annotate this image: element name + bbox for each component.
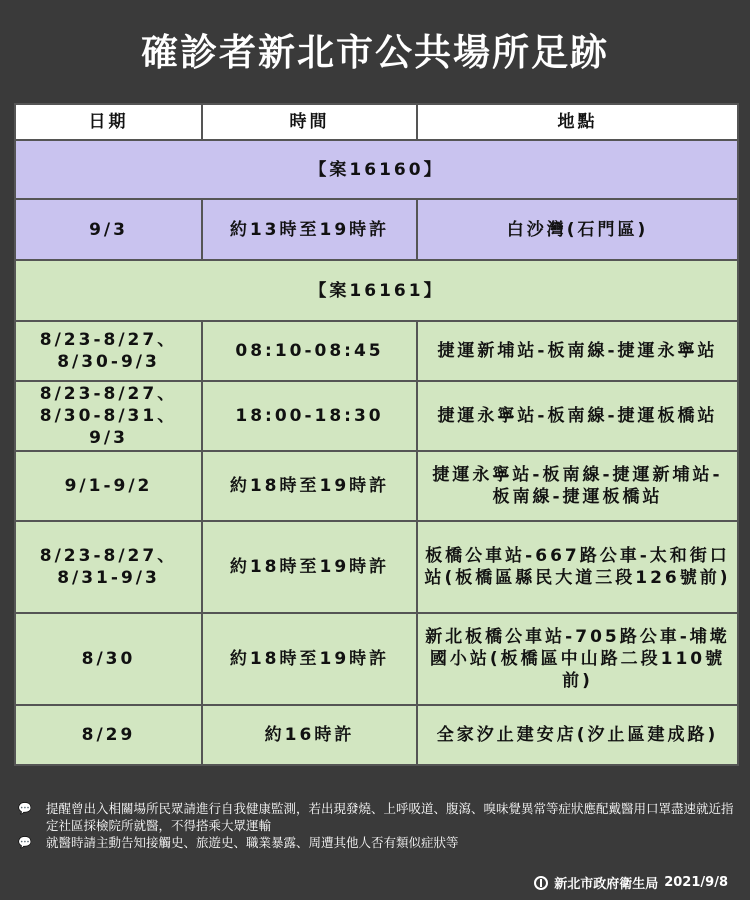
cell-place: 捷運永寧站-板南線-捷運新埔站-板南線-捷運板橋站 (417, 451, 738, 521)
footprint-table (14, 103, 739, 766)
cell-time: 約18時至19時許 (202, 521, 417, 613)
table-row (15, 381, 738, 451)
note-item (18, 800, 736, 834)
cell-date: 8/23-8/27、8/30-8/31、9/3 (15, 381, 202, 451)
note-item (18, 834, 736, 851)
cell-time: 約13時至19時許 (202, 199, 417, 260)
credit-org: 新北市政府衛生局 (554, 877, 659, 892)
note-text: 就醫時請主動告知接觸史、旅遊史、職業暴露、周遭其他人否有類似症狀等 (46, 835, 459, 850)
cell-time: 約18時至19時許 (202, 613, 417, 705)
header-time: 時間 (202, 104, 417, 140)
table-header-row (15, 104, 738, 140)
cell-date: 8/23-8/27、8/31-9/3 (15, 521, 202, 613)
case-label: 【案16160】 (15, 140, 738, 199)
credit (534, 873, 728, 892)
table-row (15, 613, 738, 705)
footer-notes (18, 800, 736, 851)
cell-date: 8/23-8/27、8/30-9/3 (15, 321, 202, 381)
cell-date: 8/30 (15, 613, 202, 705)
cell-time: 08:10-08:45 (202, 321, 417, 381)
table-row (15, 199, 738, 260)
case-label: 【案16161】 (15, 260, 738, 321)
cell-date: 8/29 (15, 705, 202, 765)
credit-date: 2021/9/8 (664, 875, 728, 890)
cell-place: 捷運新埔站-板南線-捷運永寧站 (417, 321, 738, 381)
cell-place: 板橋公車站-667路公車-太和街口站(板橋區縣民大道三段126號前) (417, 521, 738, 613)
cell-time: 約18時至19時許 (202, 451, 417, 521)
note-text: 提醒曾出入相關場所民眾請進行自我健康監測，若出現發燒、上呼吸道、腹瀉、嗅味覺異常等症狀應配戴醫用口罩盡速就近指定社區採檢院所就醫，不得搭乘大眾運輸 (46, 801, 734, 833)
cell-place: 全家汐止建安店(汐止區建成路) (417, 705, 738, 765)
page-title: 確診者新北市公共場所足跡 (141, 31, 609, 74)
cell-place: 新北板橋公車站-705路公車-埔墘國小站(板橋區中山路二段110號前) (417, 613, 738, 705)
table-row (15, 521, 738, 613)
header-place: 地點 (417, 104, 738, 140)
cell-place: 白沙灣(石門區) (417, 199, 738, 260)
case-row (15, 260, 738, 321)
table-row (15, 705, 738, 765)
cell-date: 9/1-9/2 (15, 451, 202, 521)
table-row (15, 451, 738, 521)
speech-bubble-icon: 💬 (18, 836, 32, 849)
case-row (15, 140, 738, 199)
cell-date: 9/3 (15, 199, 202, 260)
cell-place: 捷運永寧站-板南線-捷運板橋站 (417, 381, 738, 451)
header-date: 日期 (15, 104, 202, 140)
cell-time: 18:00-18:30 (202, 381, 417, 451)
cell-time: 約16時許 (202, 705, 417, 765)
table-row (15, 321, 738, 381)
speech-bubble-icon: 💬 (18, 802, 32, 815)
health-bureau-logo-icon (534, 876, 548, 890)
